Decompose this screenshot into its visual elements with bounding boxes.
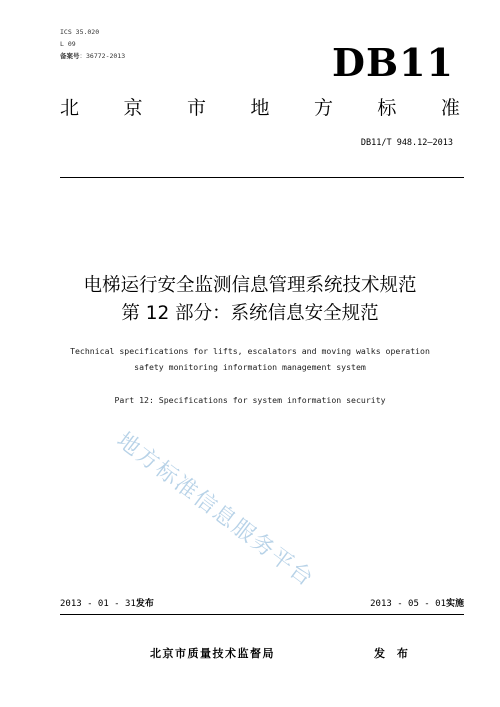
standard-title-char: 北 xyxy=(60,97,80,119)
classification-code: L 09 xyxy=(60,40,76,48)
top-divider xyxy=(60,177,464,178)
impl-date-value: 2013 - 05 - 01 xyxy=(370,599,446,609)
standard-title-char: 方 xyxy=(313,97,333,119)
title-en-line1: Technical specifications for lifts, escalators and moving walks operation xyxy=(70,346,430,356)
record-label: 备案号 xyxy=(60,52,80,60)
standard-title-char: 准 xyxy=(440,97,460,119)
issue-date xyxy=(60,600,154,609)
standard-title-char: 标 xyxy=(377,97,397,119)
standard-title-char: 京 xyxy=(123,97,143,119)
issuer: 北京市质量技术监督局 xyxy=(150,647,275,660)
standard-title xyxy=(60,99,460,118)
bottom-divider xyxy=(60,614,464,615)
ics-code: ICS 35.020 xyxy=(60,28,100,36)
title-cn-line1: 电梯运行安全监测信息管理系统技术规范 xyxy=(83,275,417,296)
impl-date-suffix: 实施 xyxy=(445,599,464,609)
issue-date-value: 2013 - 01 - 31 xyxy=(60,599,136,609)
title-en-part: Part 12: Specifications for system information security xyxy=(114,395,386,405)
issue-word: 发 布 xyxy=(374,647,412,660)
record-number xyxy=(60,53,125,60)
standard-title-char: 市 xyxy=(186,97,206,119)
watermark: 地方标准信息服务平台 xyxy=(111,427,319,593)
db11-logo: DB11 xyxy=(332,40,454,85)
title-cn-line2: 第 12 部分：系统信息安全规范 xyxy=(121,303,379,324)
implementation-date xyxy=(370,600,464,609)
standard-title-char: 地 xyxy=(250,97,270,119)
issue-date-suffix: 发布 xyxy=(135,599,154,609)
standard-code: DB11/T 948.12—2013 xyxy=(360,138,453,148)
record-value: ：36772-2013 xyxy=(79,52,126,60)
title-en-line2: safety monitoring information management system xyxy=(134,362,366,372)
